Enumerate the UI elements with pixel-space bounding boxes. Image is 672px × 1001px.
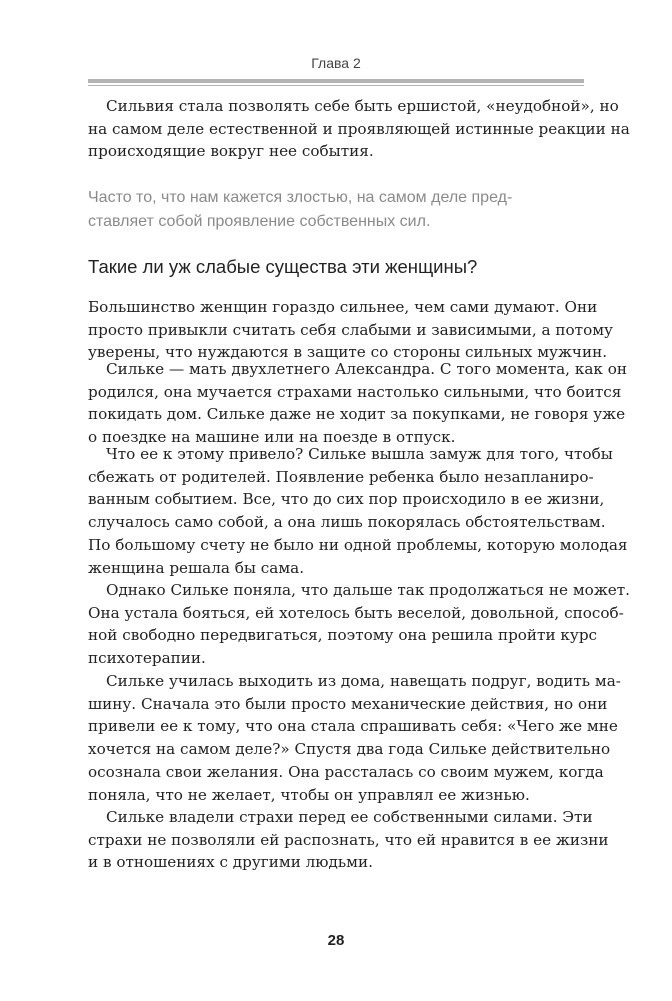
text-line: просто привыкли считать себя слабыми и зависимыми, а потому — [88, 320, 613, 339]
header-rule-thin — [88, 85, 584, 86]
paragraph-3 — [88, 358, 627, 449]
pull-quote — [88, 186, 584, 233]
text-line: привели ее к тому, что она стала спрашивать себя: «Чего же мне — [88, 717, 618, 736]
text-line: поняла, что не желает, чтобы он управлял ее жизнью. — [88, 785, 530, 804]
text-line: уверены, что нуждаются в защите со стороны сильных мужчин. — [88, 343, 608, 362]
header-rule-thick — [88, 79, 584, 83]
paragraph-2 — [88, 296, 613, 364]
text-line: хочется на самом деле?» Спустя два года Сильке действительно — [88, 740, 611, 759]
chapter-header: Глава 2 — [311, 55, 361, 71]
paragraph-1 — [88, 95, 630, 163]
text-line: психотерапии. — [88, 649, 206, 668]
quote-line: ставляет собой проявление собственных сил. — [88, 212, 431, 230]
page-number: 28 — [327, 932, 345, 949]
text-line: шину. Сначала это были просто механические действия, но они — [88, 694, 608, 713]
text-line: случалось само собой, а она лишь покорялась обстоятельствам. — [88, 513, 606, 532]
text-line: и в отношениях с другими людьми. — [88, 853, 373, 872]
text-line: осознала свои желания. Она рассталась со своим мужем, когда — [88, 762, 604, 781]
paragraph-4 — [88, 443, 628, 579]
paragraph-5 — [88, 579, 631, 670]
text-line: родился, она мучается страхами настолько сильными, что боится — [88, 382, 622, 401]
text-line: о поездке на машине или на поезде в отпуск. — [88, 428, 456, 447]
text-line: Она устала бояться, ей хотелось быть веселой, довольной, способ- — [88, 603, 624, 622]
text-line: Сильке училась выходить из дома, навещать подруг, водить ма- — [106, 672, 621, 690]
text-line: Большинство женщин гораздо сильнее, чем сами думают. Они — [88, 298, 598, 316]
text-line: Сильвия стала позволять себе быть ершистой, «неудобной», но — [106, 97, 619, 115]
text-line: женщина решала бы сама. — [88, 558, 305, 577]
text-line: ной свободно передвигаться, поэтому она решила пройти курс — [88, 626, 598, 645]
text-line: ванным событием. Все, что до сих пор происходило в ее жизни, — [88, 490, 605, 509]
text-line: сбежать от родителей. Появление ребенка было незапланиро- — [88, 467, 594, 486]
text-line: Сильке владели страхи перед ее собственными силами. Эти — [106, 808, 593, 826]
text-line: Сильке — мать двухлетнего Александра. С того момента, как он — [106, 360, 627, 378]
text-line: Что ее к этому привело? Сильке вышла замуж для того, чтобы — [106, 445, 613, 463]
text-line: По большому счету не было ни одной проблемы, которую молодая — [88, 535, 628, 554]
quote-line: Часто то, что нам кажется злостью, на самом деле пред- — [88, 189, 513, 206]
text-line: страхи не позволяли ей распознать, что ей нравится в ее жизни — [88, 830, 609, 849]
text-line: Однако Сильке поняла, что дальше так продолжаться не может. — [106, 581, 631, 599]
paragraph-7 — [88, 806, 609, 874]
section-heading: Такие ли уж слабые существа эти женщины? — [88, 256, 478, 277]
text-line: покидать дом. Сильке даже не ходит за покупками, не говоря уже — [88, 405, 626, 424]
text-line: происходящие вокруг нее события. — [88, 142, 374, 161]
paragraph-6 — [88, 670, 621, 806]
text-line: на самом деле естественной и проявляющей истинные реакции на — [88, 119, 630, 138]
